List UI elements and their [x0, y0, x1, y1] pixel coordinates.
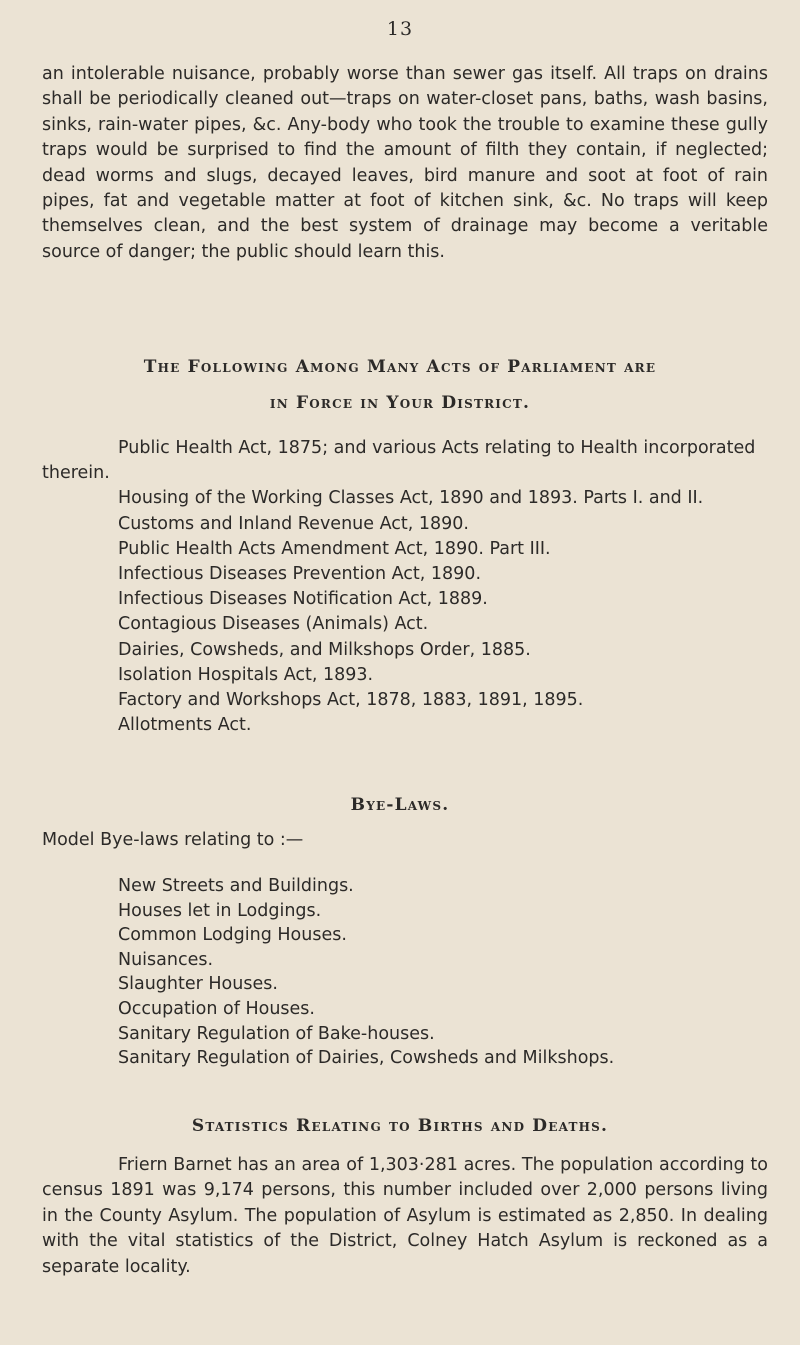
byelaw-item: Slaughter Houses.: [118, 974, 278, 995]
act-item: Customs and Inland Revenue Act, 1890.: [118, 513, 469, 534]
byelaw-item: Common Lodging Houses.: [118, 925, 347, 946]
byelaw-item: Occupation of Houses.: [118, 998, 315, 1019]
byelaws-heading: Bye-Laws.: [350, 795, 450, 815]
act-item: Allotments Act.: [118, 715, 252, 736]
act-item: Dairies, Cowsheds, and Milkshops Order, 1885.: [118, 639, 531, 660]
act-item: Factory and Workshops Act, 1878, 1883, 1891, 1895.: [118, 690, 584, 711]
byelaws-list: [118, 874, 614, 1071]
byelaw-item: Sanitary Regulation of Dairies, Cowsheds and Milkshops.: [118, 1048, 615, 1069]
byelaw-item: New Streets and Buildings.: [118, 876, 354, 896]
page-number: 13: [386, 18, 414, 40]
act-item: Public Health Act, 1875; and various Acts relating to Health incorporated therein.: [42, 438, 756, 484]
acts-heading-line-1: The Following Among Many Acts of Parliament are: [143, 357, 657, 377]
statistics-heading: Statistics Relating to Births and Deaths.: [191, 1116, 609, 1136]
acts-list: [42, 436, 782, 738]
byelaw-item: Nuisances.: [118, 949, 214, 970]
byelaw-item: Sanitary Regulation of Bake-houses.: [118, 1023, 435, 1044]
statistics-paragraph: Friern Barnet has an area of 1,303·281 acres. The population according to census 1891 was 9,174 persons, this number included over 2,000 persons living in the County Asylum. The population of Asylum is estimated as 2,850. In dealing with the vital statistics of the District, Colney Hatch Asylum is reckoned as a separate locality.: [42, 1155, 768, 1277]
act-item: Isolation Hospitals Act, 1893.: [118, 664, 374, 685]
byelaws-intro: Model Bye-laws relating to :—: [42, 830, 304, 850]
acts-heading-line-2: in Force in Your District.: [269, 393, 531, 413]
act-item: Contagious Diseases (Animals) Act.: [118, 614, 429, 635]
act-item: Infectious Diseases Notification Act, 1889.: [118, 589, 488, 610]
byelaw-item: Houses let in Lodgings.: [118, 900, 322, 921]
intro-paragraph: an intolerable nuisance, probably worse than sewer gas itself. All traps on drains shall be periodically cleaned out—traps on water-closet pans, baths, wash basins, sinks, rain-water pipes, &c. Any-body who took the trouble to examine these gully traps would be surprised to find the amount of filth they contain, if neglected; dead worms and slugs, decayed leaves, bird manure and soot at foot of rain pipes, fat and vegetable matter at foot of kitchen sink, &c. No traps will keep themselves clean, and the best system of drainage may become a veritable source of danger; the public should learn this.: [42, 64, 768, 262]
act-item: Infectious Diseases Prevention Act, 1890.: [118, 564, 482, 585]
act-item: Public Health Acts Amendment Act, 1890. Part III.: [118, 538, 551, 559]
act-item: Housing of the Working Classes Act, 1890 and 1893. Parts I. and II.: [118, 488, 704, 509]
